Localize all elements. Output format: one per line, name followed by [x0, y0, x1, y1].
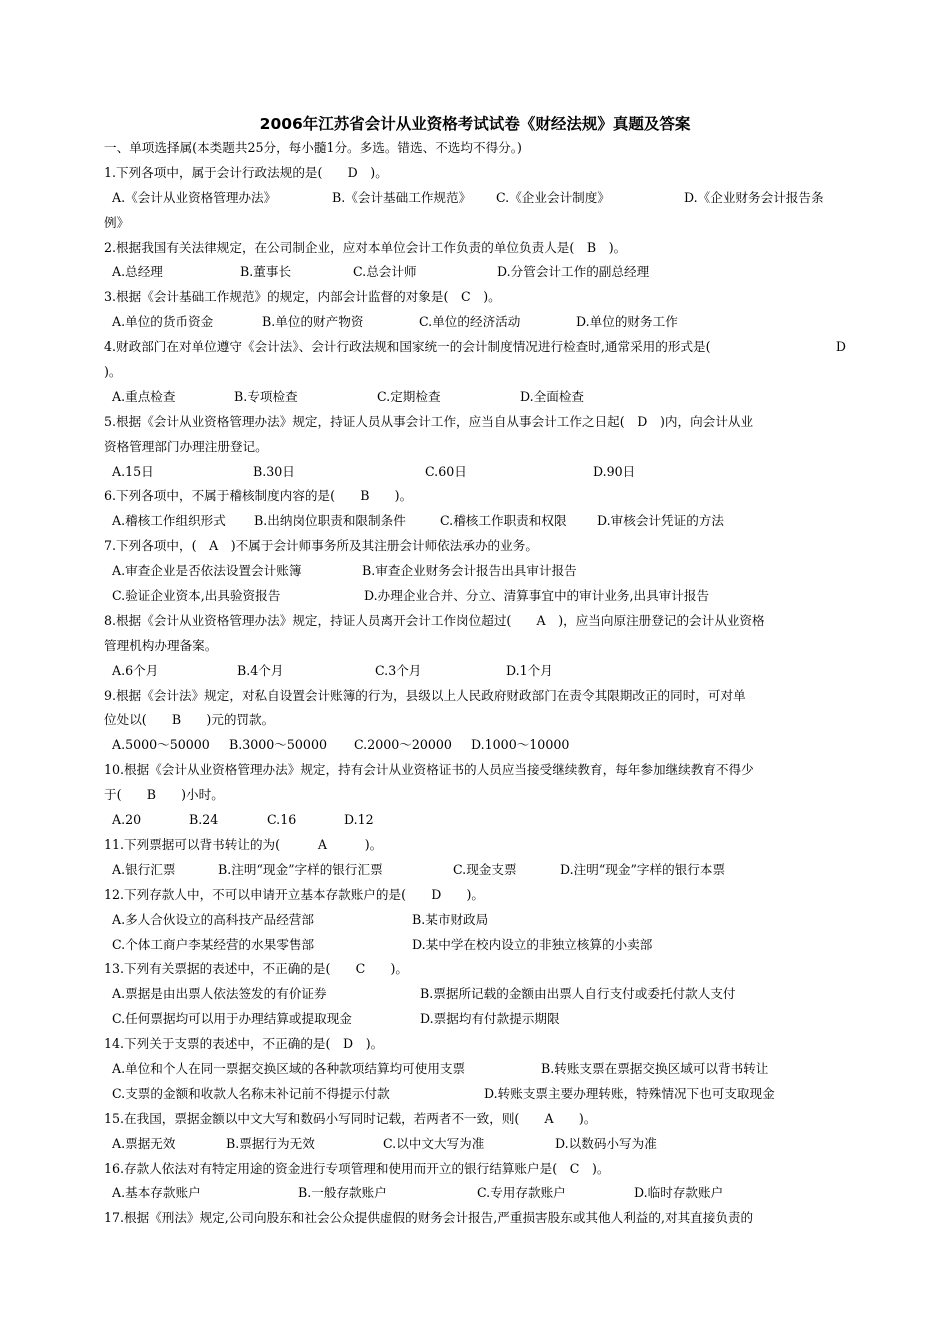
option-a: A.票据无效: [112, 1135, 176, 1151]
question-5-continued: 资格管理部门办理注册登记。: [104, 438, 268, 454]
question-10-continued: 于( B )小时。: [104, 787, 224, 803]
question-4-end: )。: [104, 364, 122, 380]
option-b: B.24: [189, 812, 219, 828]
option-b: B.审查企业财务会计报告出具审计报告: [362, 563, 577, 579]
options-14b: [104, 1082, 846, 1107]
option-c: C.2000～20000: [354, 737, 452, 753]
option-c: C.单位的经济活动: [419, 314, 521, 330]
option-b: B.一般存款账户: [298, 1185, 387, 1201]
option-d: D.全面检查: [520, 388, 585, 404]
question-4: [104, 335, 846, 360]
question-8: 8.根据《会计从业资格管理办法》规定，持证人员离开会计工作岗位超过( A )，应当向原注册登记的会计从业资格: [104, 612, 765, 628]
option-d: D.注明“现金”字样的银行本票: [560, 861, 726, 877]
option-b: B.3000～50000: [229, 737, 327, 753]
option-a: A.15日: [112, 463, 154, 479]
question-3: 3.根据《会计基础工作规范》的规定，内部会计监督的对象是( C )。: [104, 289, 501, 305]
option-a: A.基本存款账户: [112, 1185, 201, 1201]
option-c: C.60日: [425, 463, 467, 479]
options-12b: [104, 933, 846, 958]
option-c: C.总会计师: [353, 264, 417, 280]
option-b: B.董事长: [240, 264, 292, 280]
option-d: D.某中学在校内设立的非独立核算的小卖部: [412, 936, 653, 952]
option-d-continued: 例》: [104, 214, 130, 230]
question-16: 16.存款人依法对有特定用途的资金进行专项管理和使用而开立的银行结算账户是( C )。: [104, 1160, 610, 1176]
option-d: D.办理企业合并、分立、清算事宜中的审计业务,出具审计报告: [364, 588, 710, 604]
question-5: 5.根据《会计从业资格管理办法》规定，持证人员从事会计工作，应当自从事会计工作之日起( D )内，向会计从业: [104, 413, 754, 429]
option-c: C.3个月: [375, 662, 422, 678]
options-4: [104, 385, 846, 410]
question-9-continued: 位处以( B )元的罚款。: [104, 712, 275, 728]
option-b: B.专项检查: [234, 388, 298, 404]
options-9: [104, 733, 846, 758]
question-4-text: 4.财政部门在对单位遵守《会计法》、会计行政法规和国家统一的会计制度情况进行检查时,通常采用的形式是(: [104, 339, 711, 355]
options-7a: [104, 559, 846, 584]
question-9: 9.根据《会计法》规定，对私自设置会计账簿的行为，县级以上人民政府财政部门在责令其限期改正的同时，可对单: [104, 687, 746, 703]
question-1: 1.下列各项中，属于会计行政法规的是( D )。: [104, 164, 388, 180]
question-13: 13.下列有关票据的表述中，不正确的是( C )。: [104, 961, 408, 977]
question-4-answer: D: [835, 339, 846, 355]
option-d: D.90日: [593, 463, 636, 479]
option-c: C.现金支票: [453, 861, 517, 877]
option-d: D.1000～10000: [471, 737, 570, 753]
option-a: A.多人合伙设立的高科技产品经营部: [112, 911, 315, 927]
options-12a: [104, 908, 846, 933]
option-d: D.分管会计工作的副总经理: [497, 264, 650, 280]
option-a: A.票据是由出票人依法签发的有价证券: [112, 986, 327, 1002]
document-title: 2006年江苏省会计从业资格考试试卷《财经法规》真题及答案: [259, 115, 691, 133]
question-15: 15.在我国，票据金额以中文大写和数码小写同时记载，若两者不一致，则( A )。: [104, 1110, 597, 1126]
options-5: [104, 460, 846, 485]
options-13a: [104, 982, 846, 1007]
option-a: A.稽核工作组织形式: [112, 513, 226, 529]
document-page: [104, 112, 846, 1231]
option-b: B.单位的财产物资: [262, 314, 364, 330]
options-1: [104, 186, 846, 211]
option-b: B.30日: [253, 463, 295, 479]
option-c: C.验证企业资本,出具验资报告: [112, 588, 281, 604]
option-b: B.票据行为无效: [226, 1135, 315, 1151]
option-d: D.转账支票主要办理转账，特殊情况下也可支取现金: [484, 1085, 775, 1101]
question-11: 11.下列票据可以背书转让的为( A )。: [104, 836, 383, 852]
option-c: C.定期检查: [377, 388, 441, 404]
option-c: C.专用存款账户: [477, 1185, 566, 1201]
option-b: B.出纳岗位职责和限制条件: [254, 513, 406, 529]
question-8-continued: 管理机构办理备案。: [104, 637, 218, 653]
question-6: 6.下列各项中，不属于稽核制度内容的是( B )。: [104, 488, 413, 504]
option-a: A.《会计从业资格管理办法》: [112, 189, 277, 205]
options-11: [104, 858, 846, 883]
option-b: B.票据所记载的金额由出票人自行支付或委托付款人支付: [420, 986, 736, 1002]
option-a: A.银行汇票: [112, 861, 176, 877]
question-14: 14.下列关于支票的表述中，不正确的是( D )。: [104, 1036, 384, 1052]
option-c: C.《企业会计制度》: [496, 189, 610, 205]
options-10: [104, 808, 846, 833]
options-6: [104, 509, 846, 534]
question-17: 17.根据《刑法》规定,公司向股东和社会公众提供虚假的财务会计报告,严重损害股东或其他人利益的,对其直接负责的: [104, 1210, 754, 1226]
option-b: B.《会计基础工作规范》: [332, 189, 472, 205]
options-16: [104, 1181, 846, 1206]
option-a: A.总经理: [112, 264, 163, 280]
question-12: 12.下列存款人中，不可以申请开立基本存款账户的是( D )。: [104, 886, 484, 902]
option-d: D.12: [344, 812, 374, 828]
option-c: C.以中文大写为准: [383, 1135, 485, 1151]
options-2: [104, 260, 846, 285]
options-8: [104, 659, 846, 684]
option-c: C.任何票据均可以用于办理结算或提取现金: [112, 1011, 352, 1027]
option-a: A.5000～50000: [112, 737, 210, 753]
option-a: A.重点检查: [112, 388, 176, 404]
option-a: A.审查企业是否依法设置会计账簿: [112, 563, 302, 579]
option-d: D.票据均有付款提示期限: [420, 1011, 560, 1027]
option-b: B.某市财政局: [412, 911, 489, 927]
option-a: A.6个月: [112, 662, 159, 678]
option-d: D.1个月: [506, 662, 553, 678]
option-c: C.支票的金额和收款人名称未补记前不得提示付款: [112, 1085, 390, 1101]
option-c: C.稽核工作职责和权限: [440, 513, 567, 529]
section-heading: 一、单项选择属(本类题共25分，每小髓1分。多选。错选、不选均不得分。): [104, 140, 522, 155]
question-10: 10.根据《会计从业资格管理办法》规定，持有会计从业资格证书的人员应当接受继续教育，每年参加继续教育不得少: [104, 762, 754, 778]
option-d: D.以数码小写为准: [555, 1135, 657, 1151]
option-a: A.单位的货币资金: [112, 314, 214, 330]
option-d: D.单位的财务工作: [576, 314, 678, 330]
option-d: D.审核会计凭证的方法: [597, 513, 724, 529]
option-d: D.临时存款账户: [634, 1185, 724, 1201]
option-a: A.单位和个人在同一票据交换区域的各种款项结算均可使用支票: [112, 1060, 466, 1076]
option-c: C.个体工商户李某经营的水果零售部: [112, 936, 315, 952]
options-13b: [104, 1007, 846, 1032]
option-b: B.转账支票在票据交换区域可以背书转让: [541, 1060, 769, 1076]
question-7: 7.下列各项中，( A )不属于会计师事务所及其注册会计师依法承办的业务。: [104, 538, 538, 554]
options-15: [104, 1132, 846, 1157]
option-b: B.4个月: [237, 662, 284, 678]
options-7b: [104, 584, 846, 609]
option-d: D.《企业财务会计报告条: [684, 189, 824, 205]
options-3: [104, 310, 846, 335]
option-c: C.16: [267, 812, 297, 828]
options-14a: [104, 1057, 846, 1082]
option-a: A.20: [112, 812, 142, 828]
question-2: 2.根据我国有关法律规定，在公司制企业，应对本单位会计工作负责的单位负责人是( B )。: [104, 239, 627, 255]
option-b: B.注明“现金”字样的银行汇票: [218, 861, 383, 877]
